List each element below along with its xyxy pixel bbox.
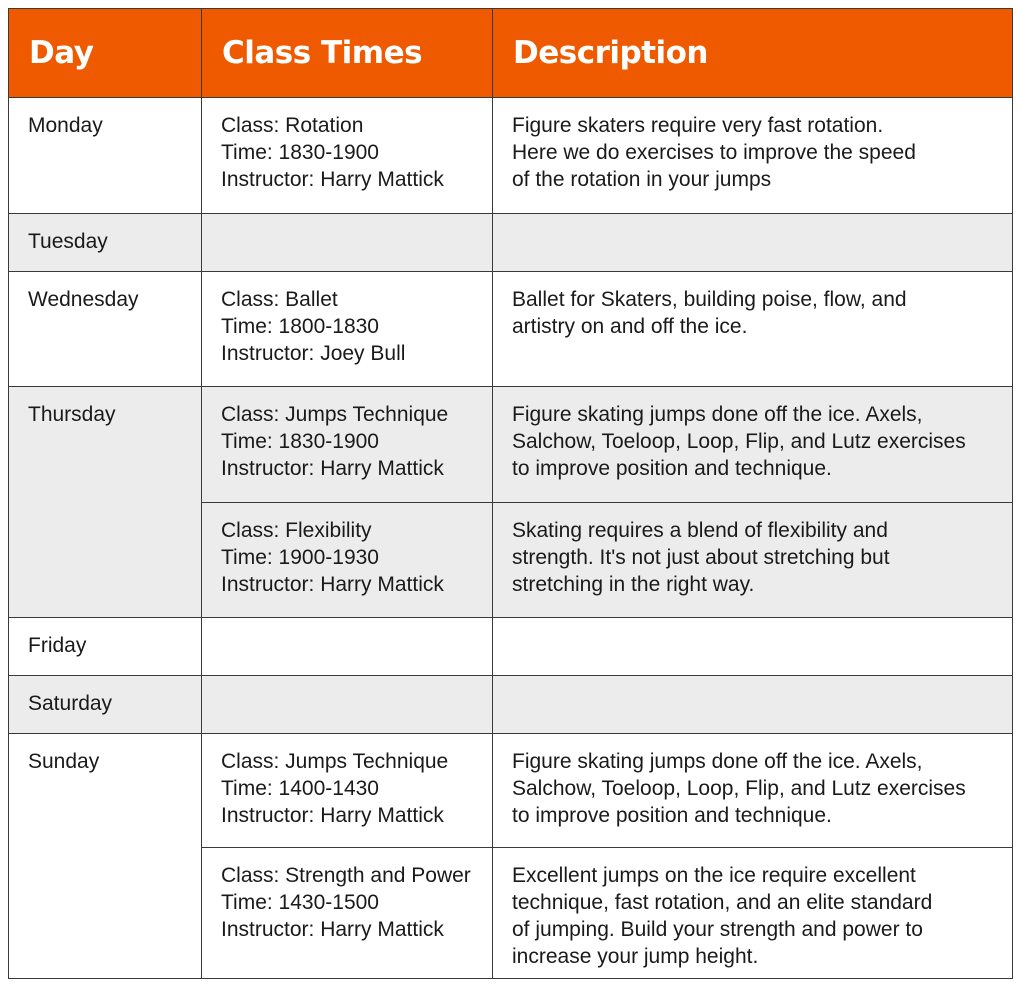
description-line: Figure skating jumps done off the ice. Axels, xyxy=(512,403,923,426)
description-cell xyxy=(493,848,1013,979)
day-cell: Monday xyxy=(9,98,202,214)
class-time: Time: 1400-1430 xyxy=(221,777,379,800)
class-times-cell xyxy=(202,734,493,848)
header-description: Description xyxy=(493,9,1013,98)
description-line: Salchow, Toeloop, Loop, Flip, and Lutz exercises xyxy=(512,430,966,453)
class-time: Time: 1830-1900 xyxy=(221,430,379,453)
header-day: Day xyxy=(9,9,202,98)
class-name: Class: Strength and Power xyxy=(221,864,471,887)
class-times-cell xyxy=(202,848,493,979)
description-line: stretching in the right way. xyxy=(512,573,755,596)
description-line: Skating requires a blend of flexibility and xyxy=(512,519,888,542)
class-times-cell xyxy=(202,272,493,387)
class-name: Class: Flexibility xyxy=(221,519,372,542)
class-instructor: Instructor: Harry Mattick xyxy=(221,918,444,941)
class-instructor: Instructor: Harry Mattick xyxy=(221,573,444,596)
description-line: Salchow, Toeloop, Loop, Flip, and Lutz exercises xyxy=(512,777,966,800)
description-line: Excellent jumps on the ice require excellent xyxy=(512,864,916,887)
day-cell: Sunday xyxy=(9,734,202,979)
description-cell xyxy=(493,618,1013,676)
table-row xyxy=(9,272,1013,387)
class-times-cell xyxy=(202,676,493,734)
class-time: Time: 1900-1930 xyxy=(221,546,379,569)
class-times-cell xyxy=(202,618,493,676)
description-line: Figure skaters require very fast rotation. xyxy=(512,114,884,137)
description-line: artistry on and off the ice. xyxy=(512,315,748,338)
description-cell xyxy=(493,734,1013,848)
description-cell xyxy=(493,214,1013,272)
description-line: Here we do exercises to improve the speed xyxy=(512,141,916,164)
class-name: Class: Jumps Technique xyxy=(221,750,449,773)
class-instructor: Instructor: Harry Mattick xyxy=(221,457,444,480)
class-time: Time: 1830-1900 xyxy=(221,141,379,164)
class-instructor: Instructor: Joey Bull xyxy=(221,342,406,365)
table-row xyxy=(9,734,1013,848)
day-cell: Saturday xyxy=(9,676,202,734)
class-times-cell xyxy=(202,98,493,214)
description-line: to improve position and technique. xyxy=(512,804,832,827)
description-line: Ballet for Skaters, building poise, flow, and xyxy=(512,288,907,311)
description-cell xyxy=(493,676,1013,734)
table-row xyxy=(9,618,1013,676)
class-time: Time: 1430-1500 xyxy=(221,891,379,914)
class-instructor: Instructor: Harry Mattick xyxy=(221,168,444,191)
class-times-cell xyxy=(202,503,493,618)
table-row xyxy=(9,214,1013,272)
description-line: of jumping. Build your strength and power to xyxy=(512,918,923,941)
description-cell xyxy=(493,272,1013,387)
description-line: Figure skating jumps done off the ice. Axels, xyxy=(512,750,923,773)
class-time: Time: 1800-1830 xyxy=(221,315,379,338)
description-cell xyxy=(493,503,1013,618)
day-cell: Tuesday xyxy=(9,214,202,272)
day-cell: Wednesday xyxy=(9,272,202,387)
table-row xyxy=(9,387,1013,503)
day-cell: Friday xyxy=(9,618,202,676)
class-name: Class: Rotation xyxy=(221,114,364,137)
table-row xyxy=(9,676,1013,734)
description-line: to improve position and technique. xyxy=(512,457,832,480)
header-class-times: Class Times xyxy=(202,9,493,98)
description-line: technique, fast rotation, and an elite standard xyxy=(512,891,933,914)
class-times-cell xyxy=(202,214,493,272)
header-row xyxy=(9,9,1013,98)
description-line: strength. It's not just about stretching but xyxy=(512,546,890,569)
description-cell xyxy=(493,387,1013,503)
class-name: Class: Ballet xyxy=(221,288,338,311)
class-name: Class: Jumps Technique xyxy=(221,403,449,426)
class-schedule-table xyxy=(8,8,1013,979)
day-cell: Thursday xyxy=(9,387,202,618)
class-instructor: Instructor: Harry Mattick xyxy=(221,804,444,827)
description-line: increase your jump height. xyxy=(512,945,759,968)
description-cell xyxy=(493,98,1013,214)
class-times-cell xyxy=(202,387,493,503)
description-line: of the rotation in your jumps xyxy=(512,168,772,191)
table-row xyxy=(9,98,1013,214)
